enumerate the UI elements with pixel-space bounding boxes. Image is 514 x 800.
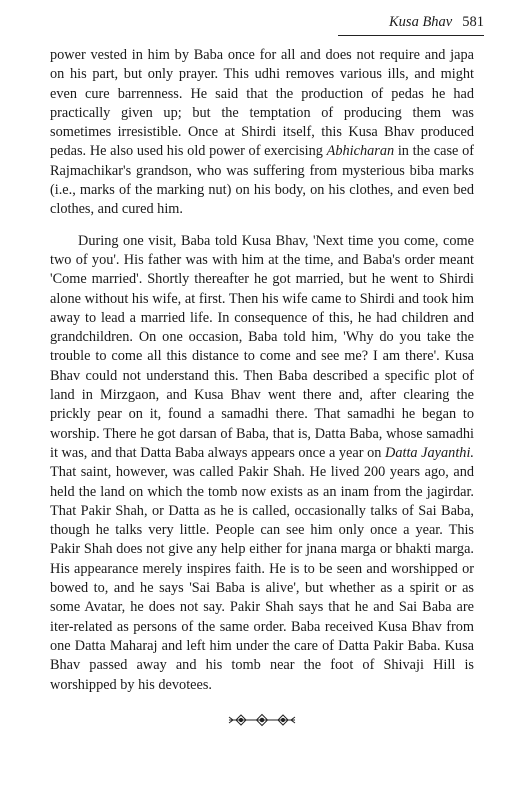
paragraph-1 <box>50 46 474 220</box>
page-number: 581 <box>462 14 484 30</box>
paragraph-2 <box>50 232 474 695</box>
body-text <box>50 46 474 695</box>
term-abhicharan: Abhicharan <box>326 143 395 160</box>
running-head <box>389 14 484 31</box>
paragraph-2-text-b: That saint, however, was called Pakir Shah. He lived 200 years ago, and held the land on which the tomb now exists as an inam from the jagirdar. That Pakir Shah, or Datta as he is called, occasionally talks of Sai Baba, though he talks very little. People can see him only once a year. This Pakir Shah does not give any help either for jnana marga or bhakti marga. His appearance merely inspires faith. He is to be seen and worshipped or bowed to, and he says 'Sai Baba is alive', but whether as a spirit or as some Avatar, he does not say. Pakir Shah says that he and Sai Baba are iter-related as persons of the same order. Baba received Kusa Bhav from one Datta Maharaj and left him under the care of Datta Pakir Baba. Kusa Bhav passed away and his tomb near the foot of Shivaji Hill is worshipped by his devotees. <box>50 464 474 693</box>
paragraph-1-text-a: power vested in him by Baba once for all and does not require and japa on his part, but only prayer. This udhi removes various ills, and might even cure barrenness. He said that the production of pedas he had practically given up; but the temptation of producing them was sometimes irresistible. Once at Shirdi itself, this Kusa Bhav produced pedas. He also used his old power of exercising <box>50 47 474 160</box>
running-title: Kusa Bhav <box>389 14 453 30</box>
paragraph-2-text-a: During one visit, Baba told Kusa Bhav, 'Next time you come, come two of you'. His father was with him at the time, and Baba's order meant 'Come married'. Shortly thereafter he got married, but he went to Shirdi alone without his wife, at first. Then his wife came to Shirdi and took him away to lead a married life. In consequence of this, he had children and grandchildren. On one occasion, Baba told him, 'Why do you take the trouble to come all this distance to come and see me? I am there'. Kusa Bhav could not understand this. Then Baba described a specific plot of land in Mirzgaon, and Kusa Bhav went there and, after clearing the prickly pear on it, found a samadhi there. That samadhi he began to worship. There he got darsan of Baba, that is, Datta Baba, whose samadhi it was, and that Datta Baba always appears once a year on <box>50 232 474 461</box>
paragraph-1-text-b: in the case of Rajmachikar's grandson, who was suffering from mysterious biba marks (i.e., marks of the marking nut) on his body, on his clothes, and even bed clothes, and cured him. <box>50 143 474 218</box>
header-rule <box>338 35 484 36</box>
term-datta-jayanthi: Datta Jayanthi. <box>385 444 474 461</box>
section-end-ornament-icon <box>227 713 297 727</box>
